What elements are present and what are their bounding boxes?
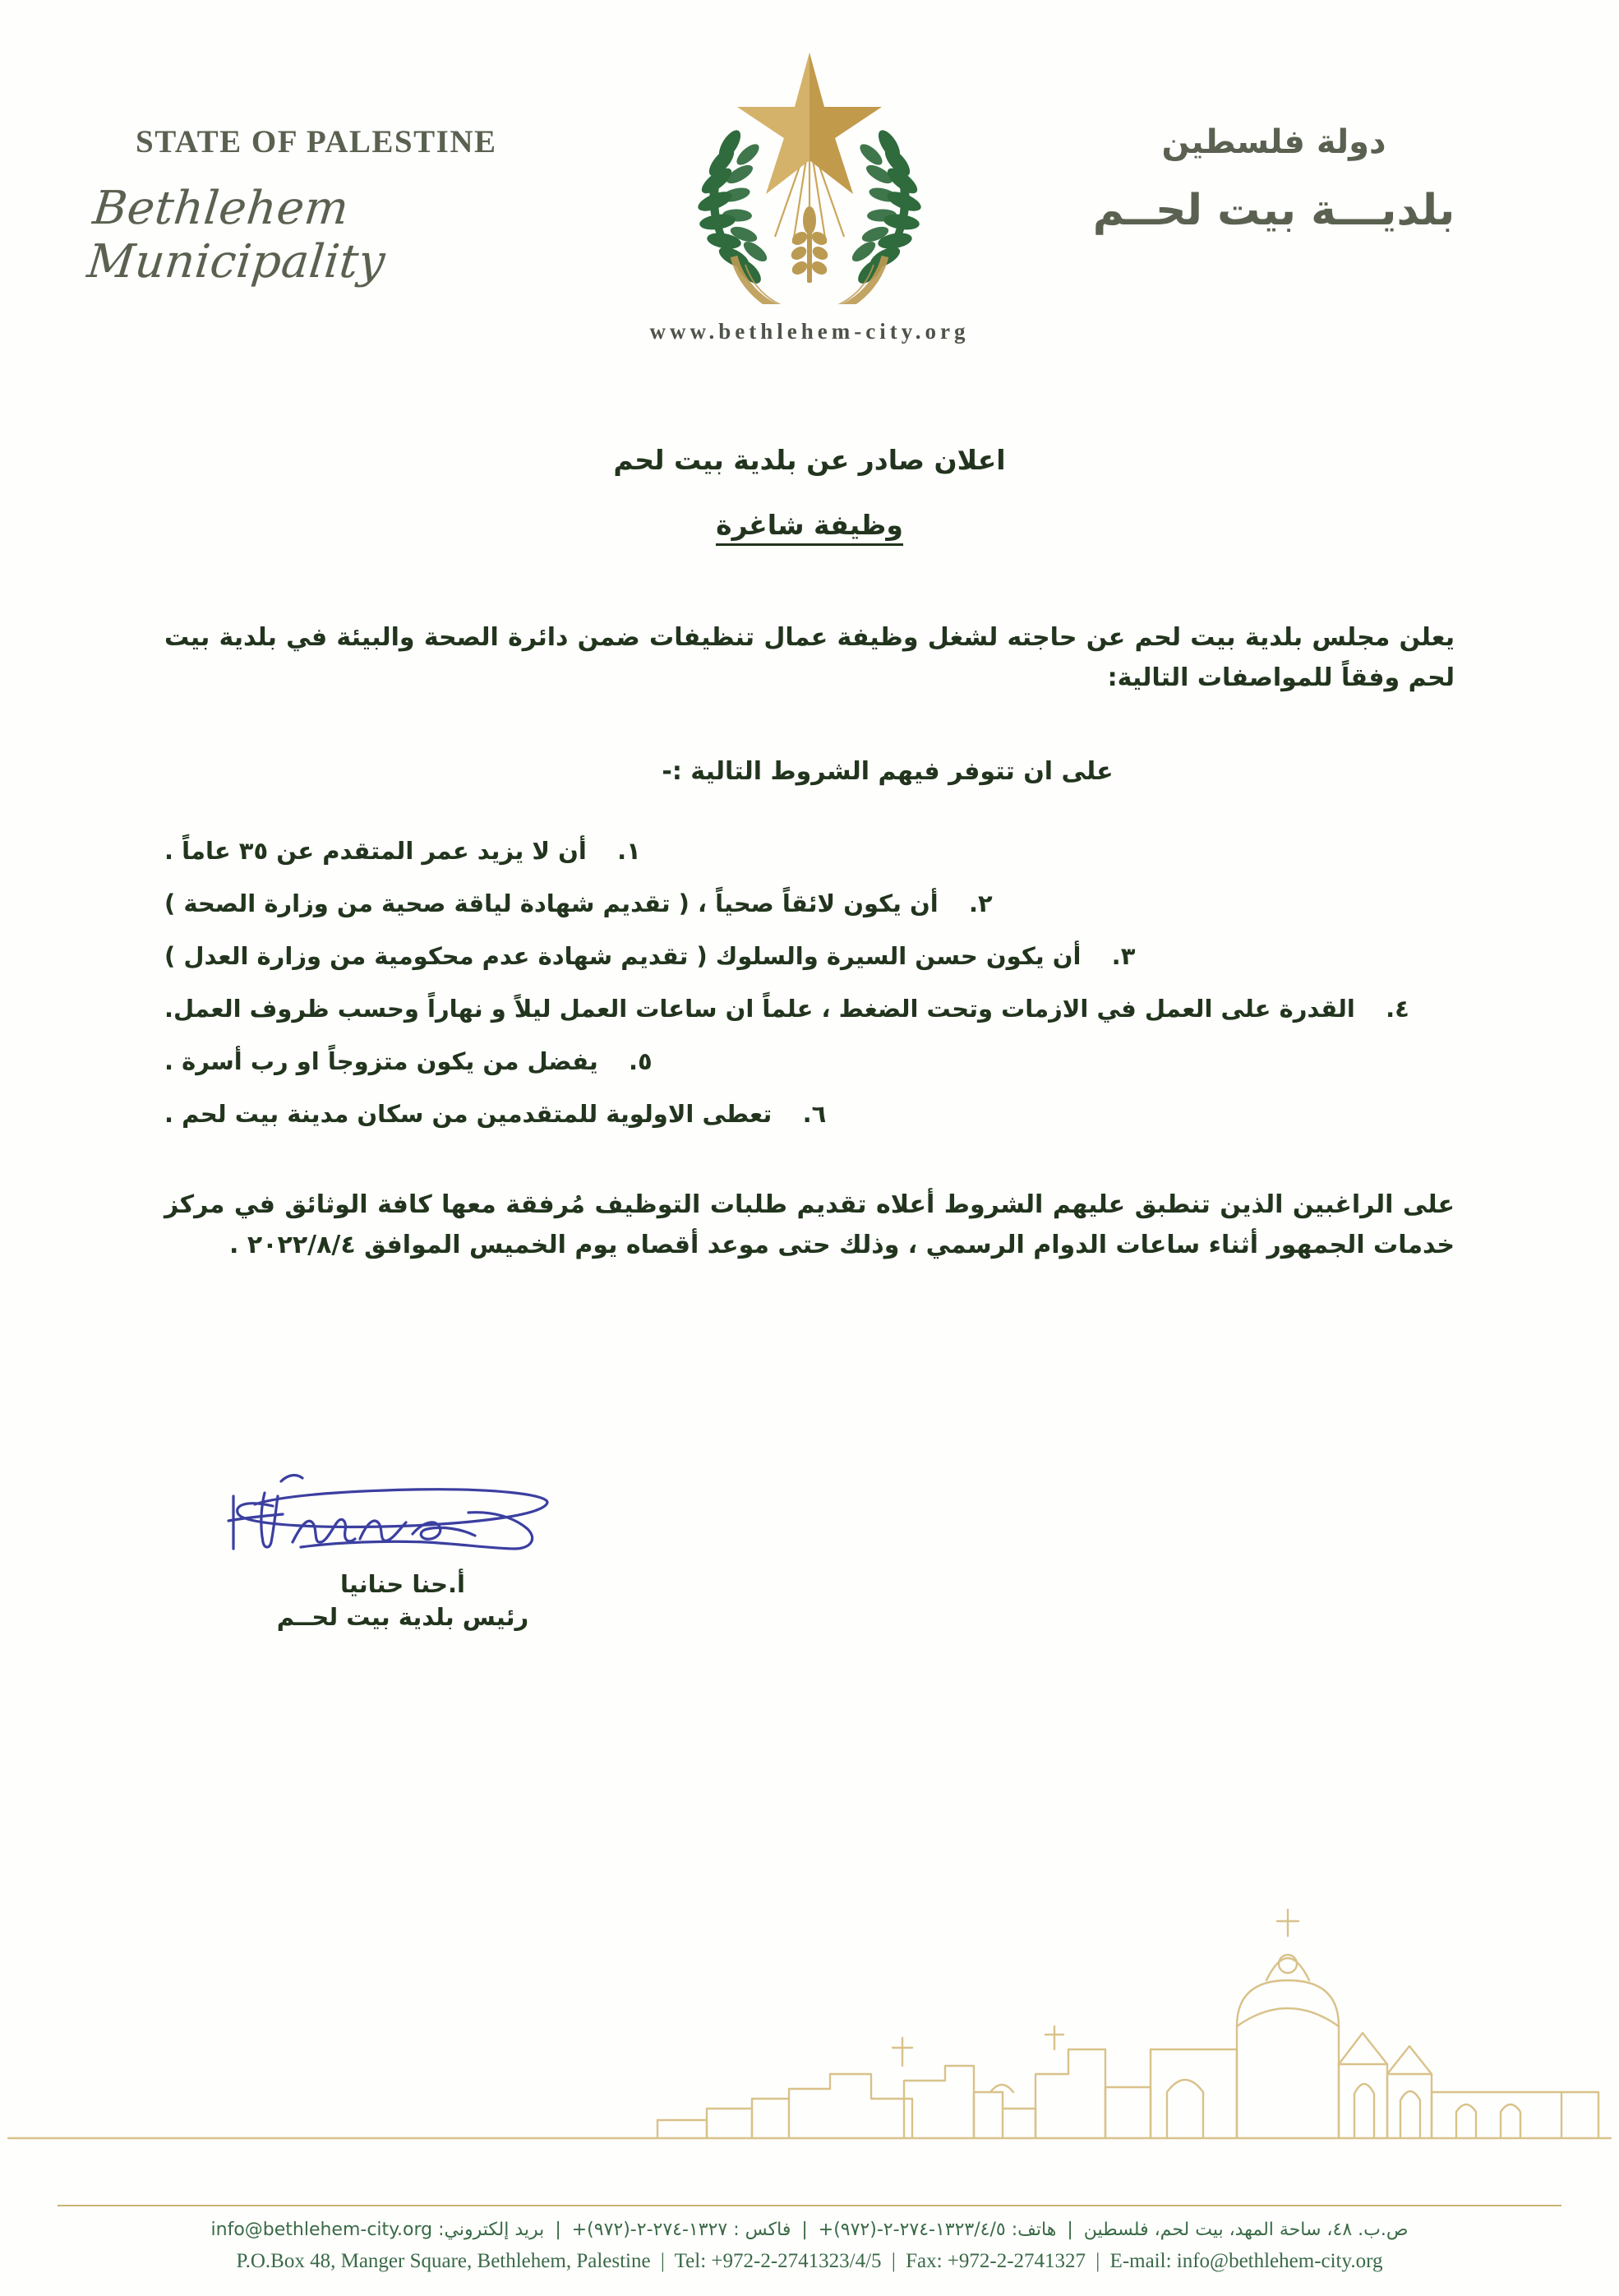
letterhead-arabic <box>1019 123 1529 235</box>
list-item <box>164 889 1455 917</box>
footer-separator: | <box>891 2250 896 2272</box>
announcement-subtitle: وظيفة شاغرة <box>716 509 903 546</box>
signer-role: رئيس بلدية بيت لحــم <box>276 1603 529 1631</box>
footer-address-ar: ص.ب. ٤٨، ساحة المهد، بيت لحم، فلسطين <box>1083 2220 1409 2240</box>
list-item-number: ٤. <box>1386 995 1409 1023</box>
page-footer <box>58 2205 1561 2273</box>
list-item-number: ٥. <box>629 1047 653 1076</box>
list-item-number: ١. <box>617 837 641 866</box>
bethlehem-skyline-watermark <box>0 1803 1619 2148</box>
footer-separator: | <box>1067 2220 1073 2240</box>
footer-email-en[interactable]: E-mail: info@bethlehem-city.org <box>1109 2250 1383 2272</box>
list-item-number: ٦. <box>802 1100 827 1129</box>
list-item <box>164 1100 1455 1128</box>
list-item-text: يفضل من يكون متزوجاً او رب أسرة . <box>164 1047 598 1076</box>
footer-email-ar[interactable]: بريد إلكتروني: info@bethlehem-city.org <box>210 2220 545 2240</box>
list-item <box>164 1047 1455 1075</box>
list-item <box>164 995 1455 1023</box>
list-item-number: ٣. <box>1111 942 1136 971</box>
footer-divider <box>58 2205 1561 2206</box>
municipality-name-ar: بلديـــة بيت لحــم <box>1092 186 1455 235</box>
footer-separator: | <box>1095 2250 1100 2272</box>
document-body <box>164 444 1455 1290</box>
footer-separator: | <box>660 2250 665 2272</box>
signature-block <box>205 1463 600 1631</box>
intro-paragraph: يعلن مجلس بلدية بيت لحم عن حاجته لشغل وظيفة عمال تنظيفات ضمن دائرة الصحة والبيئة في بلدية بيت لحم وفقاً للمواصفات التالية: <box>164 623 1455 692</box>
footer-english-line <box>58 2250 1561 2273</box>
signer-name: أ.حنا حنانيا <box>340 1570 465 1598</box>
footer-separator: | <box>555 2220 561 2240</box>
municipality-name-en: Bethlehem Municipality <box>85 182 388 289</box>
list-item-text: تعطى الاولوية للمتقدمين من سكان مدينة بيت لحم . <box>164 1100 773 1129</box>
footer-tel-en: Tel: +972-2-2741323/4/5 <box>674 2250 882 2272</box>
list-item-text: أن يكون لائقاً صحياً ، ( تقديم شهادة لياقة صحية من وزارة الصحة ) <box>164 889 939 918</box>
announcement-title: اعلان صادر عن بلدية بيت لحم <box>613 444 1006 476</box>
footer-fax-en: Fax: +972-2-2741327 <box>906 2250 1086 2272</box>
list-item-text: القدرة على العمل في الازمات وتحت الضغط ، علماً ان ساعات العمل ليلاً و نهاراً وحسب ظروف العمل. <box>164 995 1355 1023</box>
palestine-emblem-logo <box>670 33 949 304</box>
footer-fax-ar: فاكس : ١٣٢٧-٢٧٤-٢-(٩٧٢)+ <box>571 2220 791 2240</box>
footer-arabic-line <box>58 2220 1561 2240</box>
conditions-list <box>164 837 1455 1128</box>
website-url: www.bethlehem-city.org <box>649 319 970 344</box>
state-name-en: STATE OF PALESTINE <box>136 124 497 159</box>
state-name-ar: دولة فلسطين <box>1161 123 1386 161</box>
title-block <box>164 444 1455 546</box>
footer-address-en: P.O.Box 48, Manger Square, Bethlehem, Palestine <box>236 2250 651 2272</box>
closing-paragraph: على الراغبين الذين تنطبق عليهم الشروط أعلاه تقديم طلبات التوظيف مُرفقة معها كافة الوثائق في مركز خدمات الجمهور أثناء ساعات الدوام الرسمي ، وذلك حتى موعد أقصاه يوم الخميس الموافق ٢٠٢٢/٨/٤ . <box>164 1190 1455 1259</box>
list-item-text: أن لا يزيد عمر المتقدم عن ٣٥ عاماً . <box>164 837 587 866</box>
list-item <box>164 837 1455 865</box>
footer-tel-ar: هاتف: ١٣٢٣/٤/٥-٢٧٤-٢-(٩٧٢)+ <box>818 2220 1057 2240</box>
letterhead <box>0 0 1619 386</box>
footer-separator: | <box>801 2220 808 2240</box>
handwritten-signature <box>222 1463 583 1562</box>
conditions-lead: على ان تتوفر فيهم الشروط التالية :- <box>662 757 1114 787</box>
list-item-number: ٢. <box>968 889 993 918</box>
letterhead-english <box>85 123 616 289</box>
list-item <box>164 942 1455 970</box>
list-item-text: أن يكون حسن السيرة والسلوك ( تقديم شهادة عدم محكومية من وزارة العدل ) <box>164 942 1082 971</box>
